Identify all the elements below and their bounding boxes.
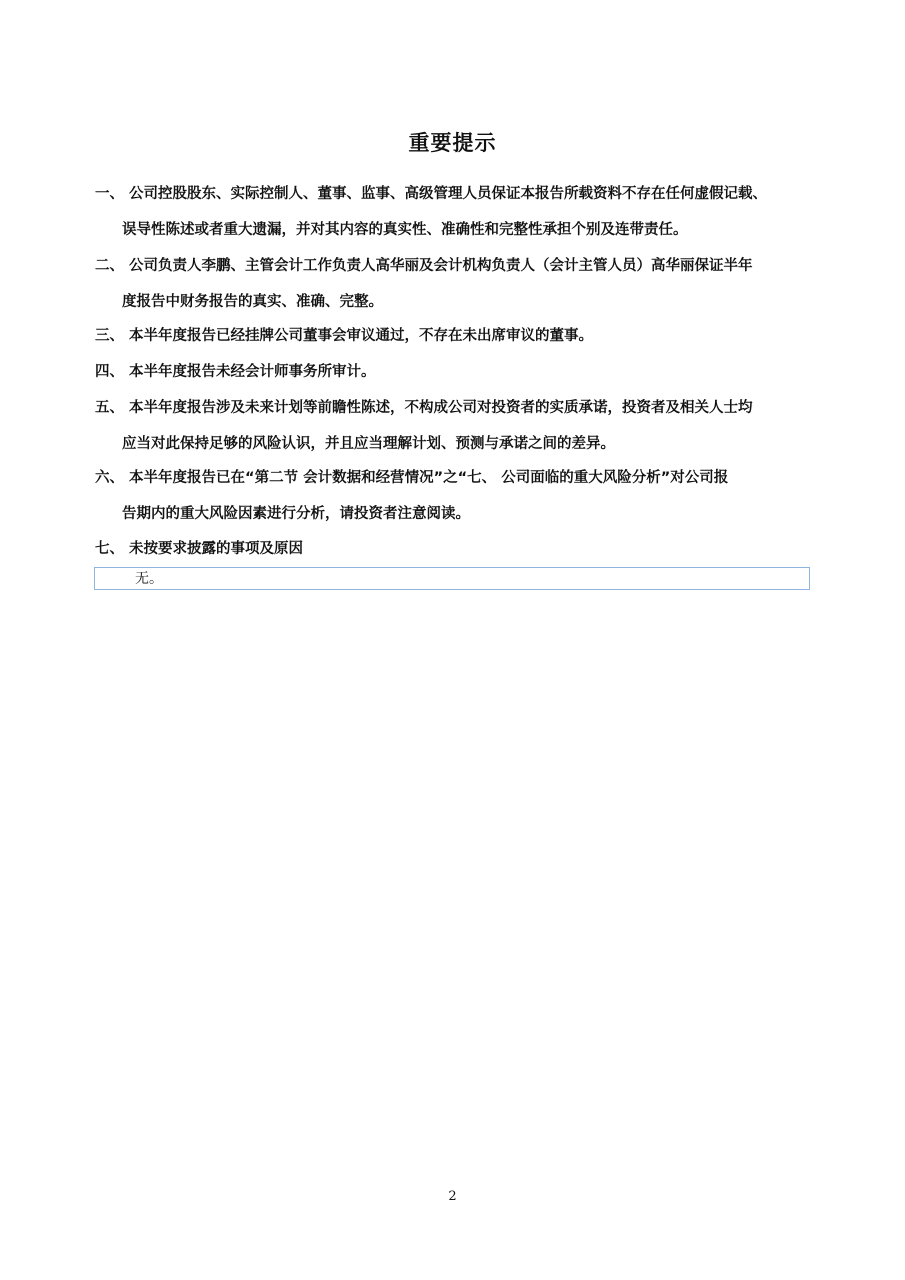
notice-item-2-line-2: 度报告中财务报告的真实、准确、完整。	[122, 294, 383, 310]
notice-item-7	[95, 531, 819, 567]
notice-item-5-line-2: 应当对此保持足够的风险认识，并且应当理解计划、预测与承诺之间的差异。	[122, 436, 615, 452]
notice-item-2-line-1: 二、 公司负责人李鹏、主管会计工作负责人高华丽及会计机构负责人（会计主管人员）高华丽保证半年	[95, 258, 753, 274]
notice-item-6-line-2: 告期内的重大风险因素进行分析，请投资者注意阅读。	[122, 506, 470, 522]
notice-item-5-line-1: 五、 本半年度报告涉及未来计划等前瞻性陈述，不构成公司对投资者的实质承诺，投资者及相关人士均	[95, 400, 753, 416]
notice-item-2	[95, 248, 819, 320]
notice-item-4	[95, 354, 819, 390]
answer-text: 无。	[135, 571, 163, 587]
notice-item-1-line-2: 误导性陈述或者重大遗漏，并对其内容的真实性、准确性和完整性承担个别及连带责任。	[122, 222, 688, 238]
notice-item-4-line-1: 四、 本半年度报告未经会计师事务所审计。	[95, 364, 376, 380]
notice-item-3	[95, 318, 819, 354]
notice-item-1-line-1: 一、 公司控股股东、实际控制人、董事、监事、高级管理人员保证本报告所载资料不存在任何虚假记载、	[95, 186, 768, 202]
notice-item-6-line-1: 六、 本半年度报告已在“第二节 会计数据和经营情况”之“七、 公司面临的重大风险分析”对公司报	[95, 470, 729, 486]
answer-box	[94, 567, 810, 590]
notice-item-3-line-1: 三、 本半年度报告已经挂牌公司董事会审议通过，不存在未出席审议的董事。	[95, 328, 594, 344]
page-title: 重要提示	[408, 131, 497, 155]
notice-item-5	[95, 390, 819, 462]
notice-item-7-line-1: 七、 未按要求披露的事项及原因	[95, 541, 304, 557]
notice-item-6	[95, 460, 819, 532]
page-number: 2	[448, 1189, 457, 1204]
notice-item-1	[95, 176, 819, 248]
